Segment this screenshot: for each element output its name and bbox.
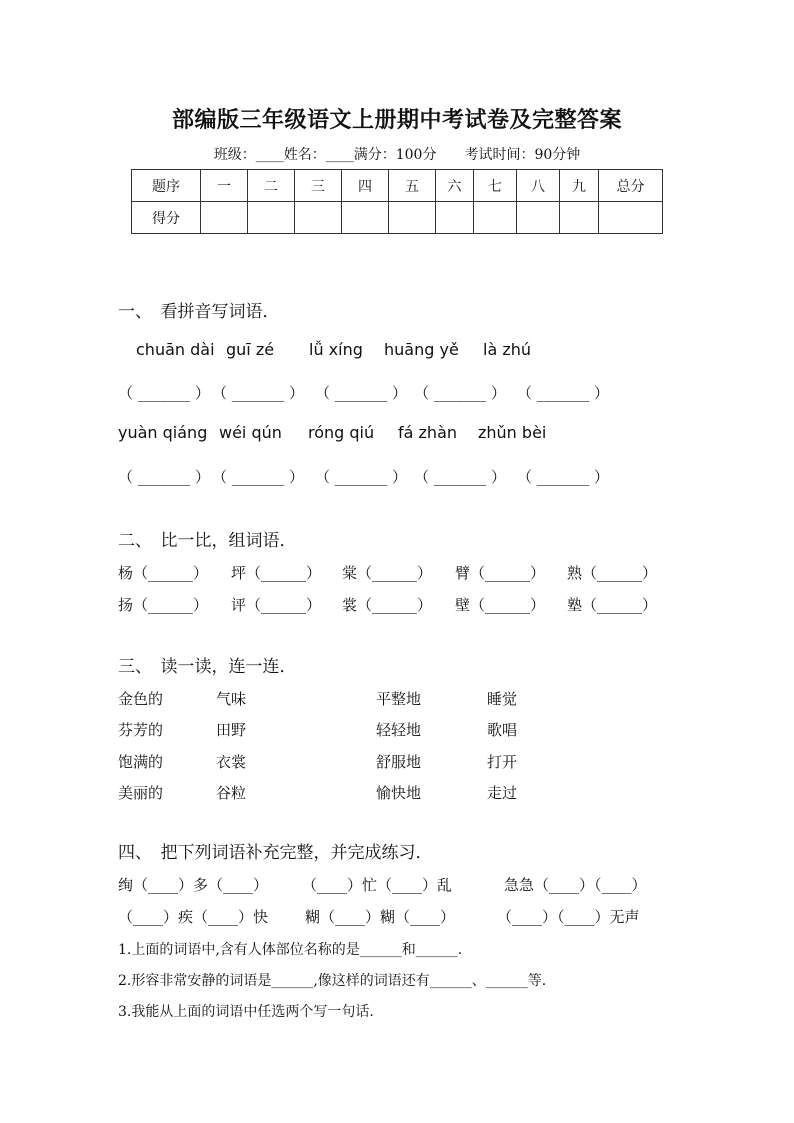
score-cell[interactable] [560, 202, 599, 234]
idiom-blank[interactable]: 绚（____）多（____） [118, 876, 269, 894]
answer-blank[interactable]: （ _______ ） [118, 384, 211, 402]
score-cell[interactable] [474, 202, 517, 234]
section2-heading: 二、 比一比，组词语． [118, 531, 297, 551]
pinyin-item: fá zhàn [398, 423, 458, 442]
score-table-header-row [132, 170, 663, 202]
score-table [131, 169, 663, 234]
score-cell[interactable] [599, 202, 663, 234]
score-cell[interactable] [342, 202, 389, 234]
section4-heading: 四、 把下列词语补充完整，并完成练习． [118, 843, 433, 863]
word-group-item[interactable]: 评（______） [231, 596, 322, 614]
answer-blank[interactable]: （ _______ ） [315, 384, 408, 402]
score-cell[interactable] [201, 202, 248, 234]
answer-blank[interactable]: （ _______ ） [212, 384, 305, 402]
pinyin-item: huāng yě [384, 340, 459, 359]
word-group-item[interactable]: 壁（______） [455, 596, 546, 614]
pinyin-item: yuàn qiáng [118, 423, 208, 442]
answer-blank[interactable]: （ _______ ） [315, 468, 408, 486]
idiom-blank[interactable]: （____）疾（____）快 [118, 908, 269, 926]
pinyin-item: róng qiú [308, 423, 375, 442]
student-info-line: 班级：____姓名：____满分：100分 考试时间：90分钟 [213, 147, 581, 163]
score-cell[interactable] [248, 202, 295, 234]
score-cell[interactable] [295, 202, 342, 234]
match-word[interactable]: 谷粒 [216, 784, 247, 802]
word-group-item[interactable]: 扬（______） [118, 596, 209, 614]
answer-blank[interactable]: （ _______ ） [414, 468, 507, 486]
header-cell: 六 [436, 170, 474, 202]
idiom-blank[interactable]: 糊（____）糊（____） [305, 908, 456, 926]
score-row-label: 得分 [132, 202, 201, 234]
answer-blank[interactable]: （ _______ ） [517, 384, 610, 402]
match-word[interactable]: 走过 [487, 784, 518, 802]
score-cell[interactable] [436, 202, 474, 234]
match-word[interactable]: 芬芳的 [118, 721, 164, 739]
header-cell: 三 [295, 170, 342, 202]
header-cell: 四 [342, 170, 389, 202]
pinyin-item: wéi qún [219, 423, 282, 442]
match-word[interactable]: 睡觉 [487, 690, 518, 708]
header-cell: 九 [560, 170, 599, 202]
pinyin-item: lǚ xíng [309, 340, 363, 359]
match-word[interactable]: 衣裳 [216, 753, 247, 771]
word-group-item[interactable]: 塾（______） [567, 596, 658, 614]
match-word[interactable]: 愉快地 [376, 784, 422, 802]
header-cell: 七 [474, 170, 517, 202]
word-group-item[interactable]: 杨（______） [118, 564, 209, 582]
match-word[interactable]: 平整地 [376, 690, 422, 708]
header-cell: 一 [201, 170, 248, 202]
pinyin-item: zhǔn bèi [478, 423, 547, 442]
match-word[interactable]: 轻轻地 [376, 721, 422, 739]
score-cell[interactable] [517, 202, 560, 234]
exercise-question-2[interactable]: 2.形容非常安静的词语是______,像这样的词语还有______、______等. [118, 973, 547, 989]
header-cell: 题序 [132, 170, 201, 202]
idiom-blank[interactable]: 急急（____）（____） [504, 876, 647, 894]
pinyin-item: guī zé [226, 340, 275, 359]
word-group-item[interactable]: 坪（______） [231, 564, 322, 582]
idiom-blank[interactable]: （____）忙（____）乱 [302, 876, 453, 894]
match-word[interactable]: 田野 [216, 721, 247, 739]
answer-blank[interactable]: （ _______ ） [517, 468, 610, 486]
match-word[interactable]: 气味 [216, 690, 247, 708]
word-group-item[interactable]: 臂（______） [455, 564, 546, 582]
header-cell: 八 [517, 170, 560, 202]
score-cell[interactable] [389, 202, 436, 234]
word-group-item[interactable]: 熟（______） [567, 564, 658, 582]
header-cell: 五 [389, 170, 436, 202]
pinyin-item: là zhú [483, 340, 532, 359]
section3-heading: 三、 读一读，连一连． [118, 657, 297, 677]
header-cell: 二 [248, 170, 295, 202]
exercise-question-3: 3.我能从上面的词语中任选两个写一句话. [118, 1004, 374, 1020]
idiom-blank[interactable]: （____）（____）无声 [497, 908, 640, 926]
match-word[interactable]: 舒服地 [376, 753, 422, 771]
section1-heading: 一、 看拼音写词语． [118, 302, 280, 322]
page-title: 部编版三年级语文上册期中考试卷及完整答案 [171, 107, 622, 133]
pinyin-item: chuān dài [136, 340, 215, 359]
match-word[interactable]: 打开 [487, 753, 518, 771]
answer-blank[interactable]: （ _______ ） [212, 468, 305, 486]
exercise-question-1[interactable]: 1.上面的词语中,含有人体部位名称的是______和______. [118, 942, 463, 958]
header-cell: 总分 [599, 170, 663, 202]
match-word[interactable]: 歌唱 [487, 721, 518, 739]
match-word[interactable]: 金色的 [118, 690, 164, 708]
answer-blank[interactable]: （ _______ ） [414, 384, 507, 402]
match-word[interactable]: 美丽的 [118, 784, 164, 802]
answer-blank[interactable]: （ _______ ） [118, 468, 211, 486]
score-table-score-row [132, 202, 663, 234]
word-group-item[interactable]: 裳（______） [342, 596, 433, 614]
match-word[interactable]: 饱满的 [118, 753, 164, 771]
word-group-item[interactable]: 棠（______） [342, 564, 433, 582]
